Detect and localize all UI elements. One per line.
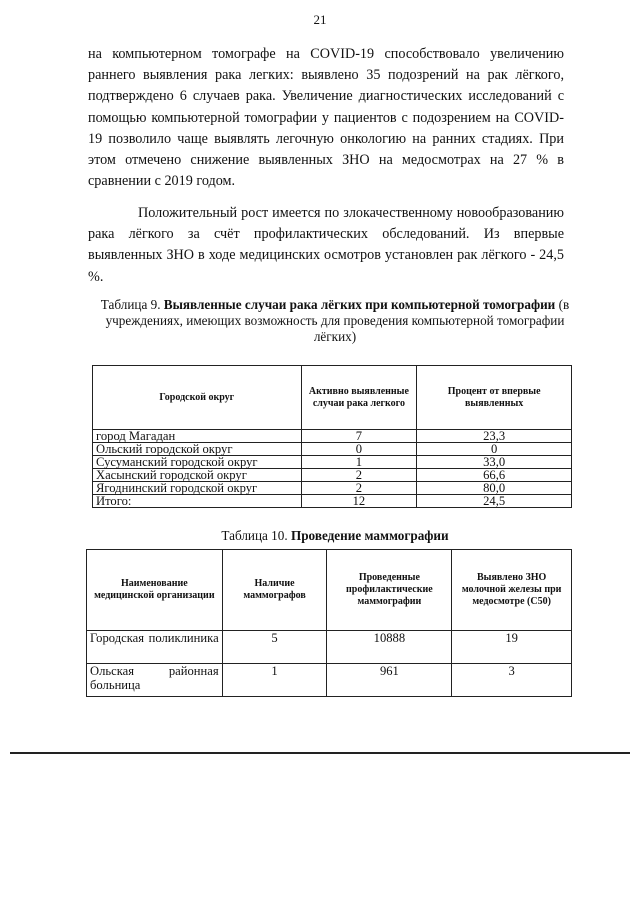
table9-header-active-cases: Активно выявленные случаи рака легкого — [301, 366, 417, 430]
table10-caption — [120, 528, 550, 544]
table10-cell-screenings: 10888 — [327, 631, 452, 664]
table10-cell-detected: 19 — [452, 631, 572, 664]
table-row — [93, 482, 572, 495]
table9-cell-district: Ольский городской округ — [93, 443, 302, 456]
table9-caption-title: Выявленные случаи рака лёгких при компьютерной томографии — [163, 297, 556, 312]
table10-caption-prefix: Таблица 10. — [221, 528, 288, 543]
table9-lung-cancer-ct — [92, 365, 572, 508]
table10-cell-screenings: 961 — [327, 664, 452, 697]
table10-cell-organization: Городская поликлиника — [87, 631, 223, 664]
table9-caption — [100, 297, 570, 345]
table9-cell-percent: 23,3 — [417, 430, 572, 443]
table-row — [93, 469, 572, 482]
table10-cell-mammographs: 1 — [222, 664, 327, 697]
table9-cell-cases: 2 — [301, 469, 417, 482]
table9-cell-cases: 0 — [301, 443, 417, 456]
table10-cell-detected: 3 — [452, 664, 572, 697]
table9-cell-district: Итого: — [93, 495, 302, 508]
table-row — [87, 664, 572, 697]
table-row — [87, 631, 572, 664]
footer-divider — [10, 752, 630, 754]
table10-header-row — [87, 550, 572, 631]
table10-cell-organization: Ольская районная больница — [87, 664, 223, 697]
table9-total-row — [93, 495, 572, 508]
table9-cell-percent: 66,6 — [417, 469, 572, 482]
table10-header-screenings: Проведенные профилактические маммографии — [327, 550, 452, 631]
table9-cell-percent: 24,5 — [417, 495, 572, 508]
table-row — [93, 456, 572, 469]
page-number: 21 — [313, 12, 327, 27]
table9-cell-district: город Магадан — [93, 430, 302, 443]
table9-cell-district: Хасынский городской округ — [93, 469, 302, 482]
table10-header-mammographs: Наличие маммографов — [222, 550, 327, 631]
table9-cell-cases: 2 — [301, 482, 417, 495]
table9-cell-percent: 33,0 — [417, 456, 572, 469]
table9-header-district: Городской округ — [93, 366, 302, 430]
table-row — [93, 443, 572, 456]
table-row — [93, 430, 572, 443]
table10-caption-title: Проведение маммографии — [290, 528, 449, 543]
table10-cell-mammographs: 5 — [222, 631, 327, 664]
paragraph-lung-cancer-growth: Положительный рост имеется по злокачественному новообразованию рака лёгкого за счёт профилактических обследований. Из впервые выявленных ЗНО в ходе медицинских осмотров установлен рак лёгкого - 24,5 %. — [88, 205, 564, 285]
table9-cell-percent: 80,0 — [417, 482, 572, 495]
table10-header-detected: Выявлено ЗНО молочной железы при медосмотре (С50) — [452, 550, 572, 631]
table9-cell-district: Сусуманский городской округ — [93, 456, 302, 469]
table9-cell-cases: 1 — [301, 456, 417, 469]
table9-caption-prefix: Таблица 9. — [100, 297, 161, 312]
table9-cell-percent: 0 — [417, 443, 572, 456]
table9-header-percent: Процент от впервые выявленных — [417, 366, 572, 430]
table9-cell-cases: 7 — [301, 430, 417, 443]
table9-cell-district: Ягоднинский городской округ — [93, 482, 302, 495]
table10-mammography — [86, 549, 572, 697]
table9-header-row — [93, 366, 572, 430]
table9-caption-note: (в учреждениях, имеющих возможность для проведения компьютерной томографии лёгких) — [105, 297, 570, 344]
table9-cell-cases: 12 — [301, 495, 417, 508]
paragraph-covid-ct: на компьютерном томографе на COVID-19 способствовало увеличению раннего выявления рака легких: выявлено 35 подозрений на рак лёгкого, подтверждено 6 случаев рака. Увеличение диагностических исследований с помощью компьютерной томографии у пациентов с подозрением на COVID-19 позволило чаще выявлять легочную онкологию на ранних стадиях. При этом отмечено снижение выявленных ЗНО на медосмотрах на 27 % в сравнении с 2019 годом. — [88, 46, 564, 190]
table10-header-organization: Наименование медицинской организации — [87, 550, 223, 631]
